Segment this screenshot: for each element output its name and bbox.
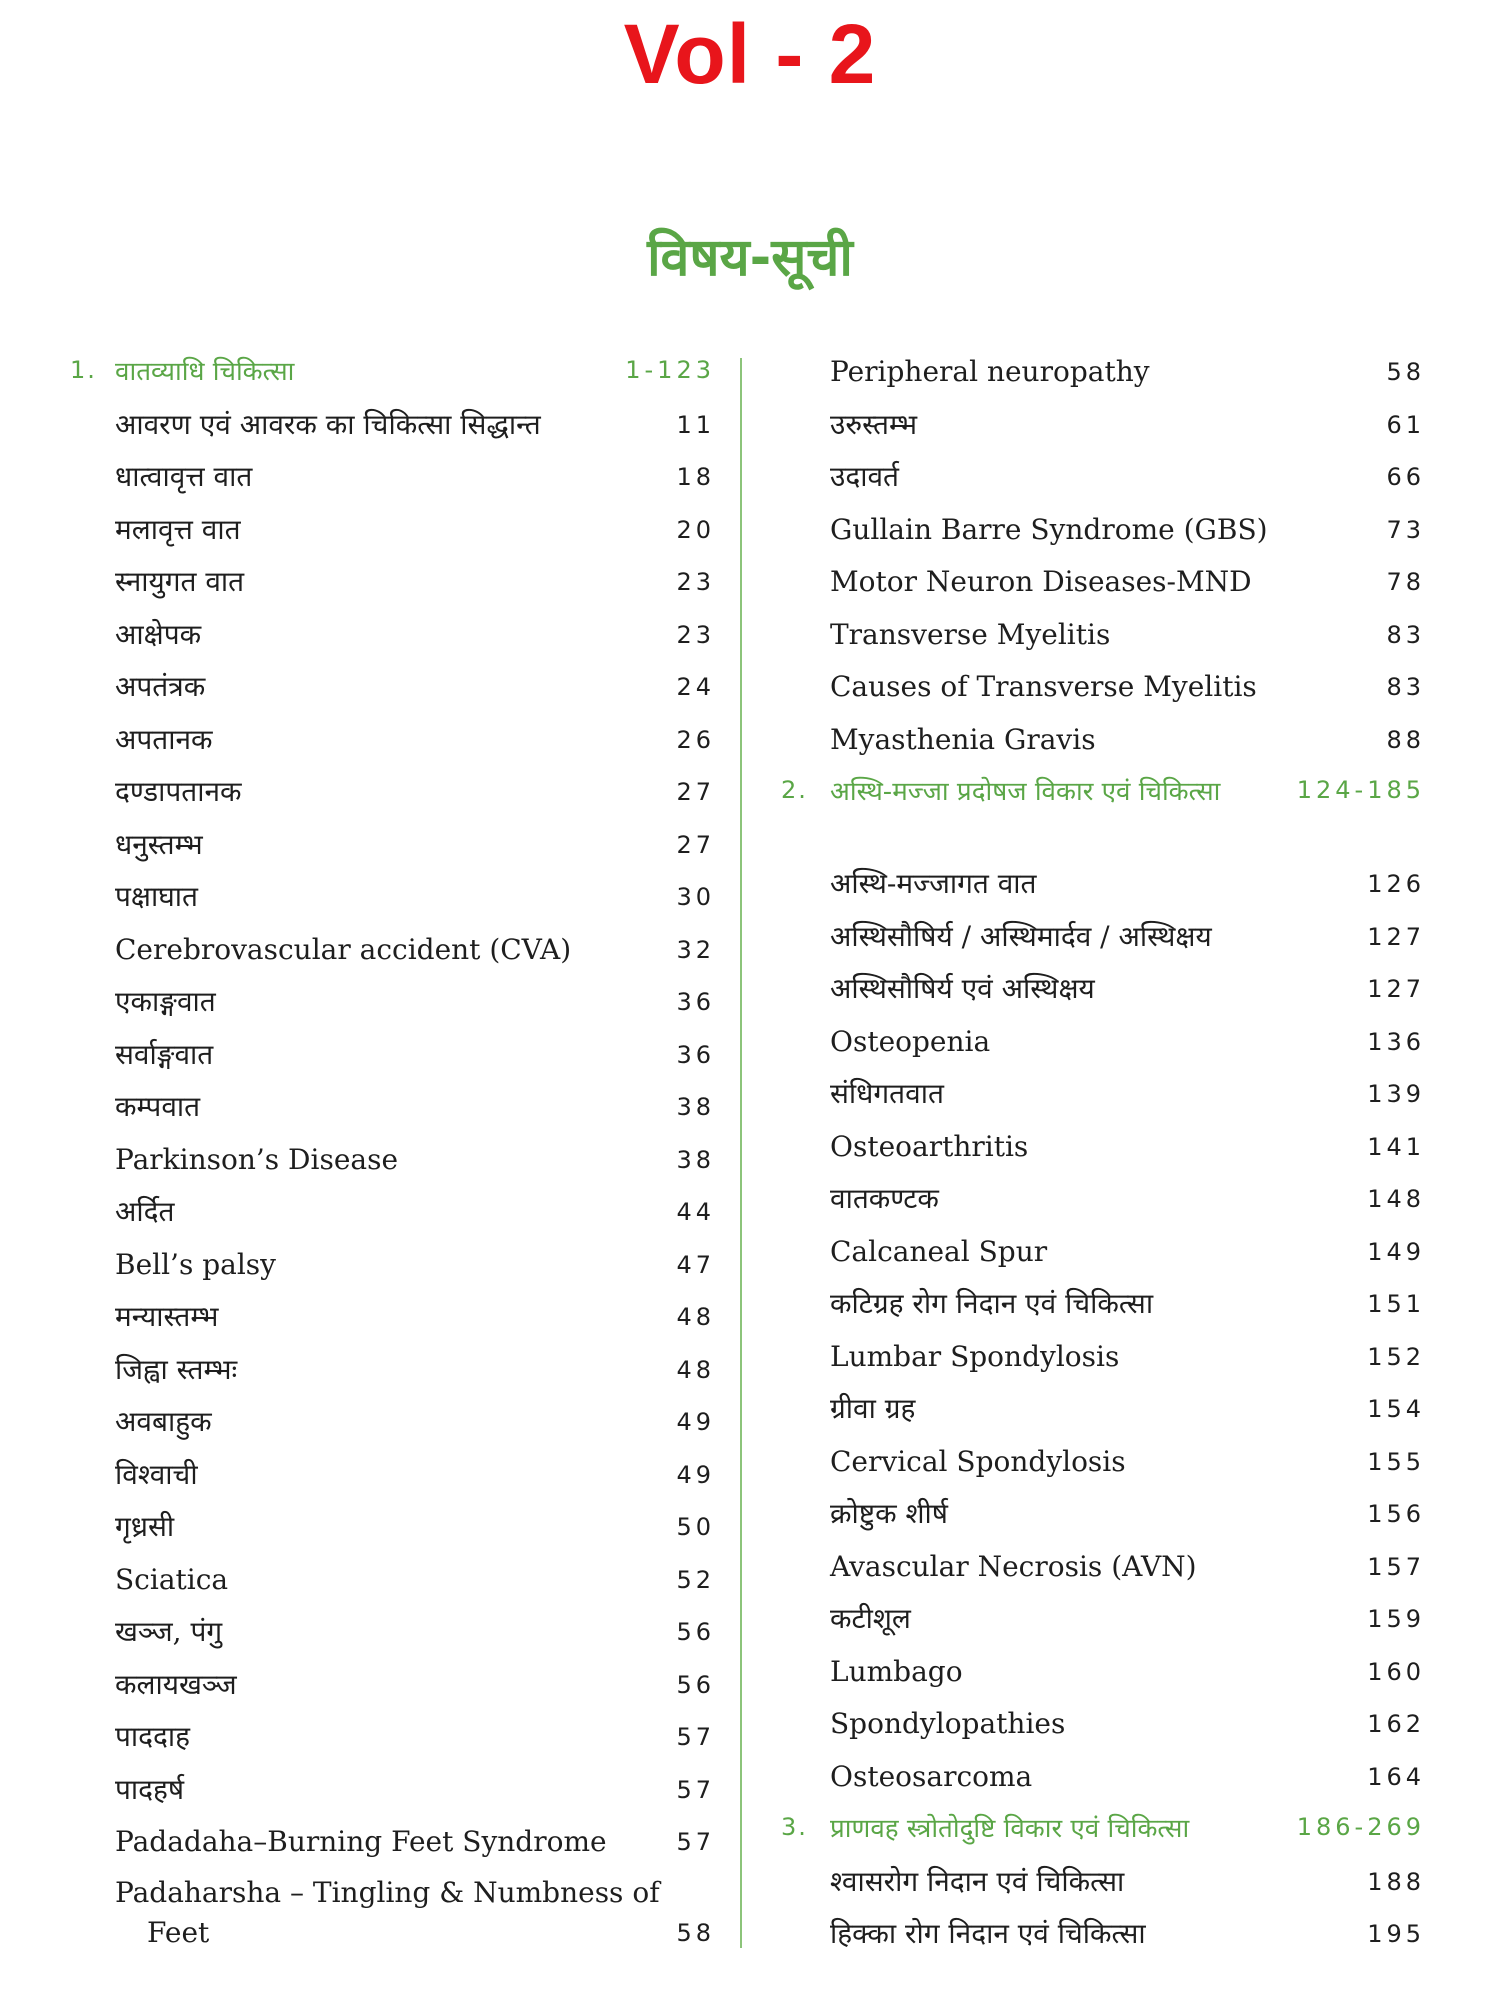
toc-entry-title: Motor Neuron Diseases-MND — [830, 565, 1252, 599]
toc-entry[interactable] — [785, 1751, 1425, 1804]
toc-entry[interactable] — [785, 911, 1425, 964]
toc-entry[interactable] — [70, 1081, 715, 1134]
toc-entry-page: 61 — [1386, 410, 1425, 439]
toc-entry-page: 27 — [676, 778, 715, 807]
toc-entry-title: आवरण एवं आवरक का चिकित्सा सिद्धान्त — [115, 407, 541, 441]
toc-entry[interactable] — [70, 924, 715, 977]
toc-entry-title: क्रोष्टुक शीर्ष — [830, 1497, 948, 1531]
toc-entry-title: दण्डापतानक — [115, 775, 242, 809]
toc-entry[interactable] — [70, 871, 715, 924]
toc-entry[interactable] — [70, 399, 715, 452]
toc-entry-title: अस्थि-मज्जागत वात — [830, 867, 1037, 901]
toc-entry-title: कटीशूल — [830, 1602, 911, 1636]
toc-entry-title-line2: Feet — [147, 1915, 210, 1949]
toc-entry-page: 157 — [1367, 1552, 1425, 1581]
toc-entry[interactable] — [785, 609, 1425, 662]
toc-entry-title: Osteoarthritis — [830, 1129, 1029, 1163]
toc-entry[interactable] — [70, 609, 715, 662]
volume-label: Vol - 2 — [623, 7, 877, 101]
chapter-3-heading[interactable] — [781, 1803, 1425, 1856]
toc-entry-page: 152 — [1367, 1342, 1425, 1371]
toc-entry[interactable] — [70, 976, 715, 1029]
toc-entry-page: 57 — [676, 1828, 715, 1857]
toc-entry[interactable] — [785, 556, 1425, 609]
toc-entry[interactable] — [70, 766, 715, 819]
toc-entry[interactable] — [70, 1816, 715, 1869]
toc-entry[interactable] — [70, 1764, 715, 1817]
toc-entry-title: Lumbago — [830, 1654, 963, 1688]
toc-entry-title: अर्दित — [115, 1195, 175, 1229]
toc-entry-title: Causes of Transverse Myelitis — [830, 670, 1257, 704]
toc-entry[interactable] — [70, 1449, 715, 1502]
toc-entry[interactable] — [785, 1278, 1425, 1331]
toc-entry-page: 52 — [676, 1565, 715, 1594]
toc-entry-page: 49 — [676, 1408, 715, 1437]
toc-entry-title: Padadaha–Burning Feet Syndrome — [115, 1825, 607, 1859]
toc-entry[interactable] — [785, 451, 1425, 504]
toc-entry-page: 58 — [676, 1918, 715, 1947]
toc-entry[interactable] — [70, 661, 715, 714]
toc-entry-page: 58 — [1386, 358, 1425, 387]
toc-entry-title: अस्थिसौषिर्य एवं अस्थिक्षय — [830, 972, 1095, 1006]
toc-entry[interactable] — [785, 504, 1425, 557]
toc-entry[interactable] — [785, 1908, 1425, 1961]
toc-entry-title: Spondylopathies — [830, 1707, 1066, 1741]
toc-entry-page: 47 — [676, 1250, 715, 1279]
toc-entry-page: 56 — [676, 1618, 715, 1647]
toc-entry-title: Bell’s palsy — [115, 1247, 276, 1281]
toc-entry[interactable] — [785, 1173, 1425, 1226]
toc-entry[interactable] — [70, 714, 715, 767]
toc-entry-title: कलायखञ्ज — [115, 1667, 237, 1701]
toc-entry-page: 162 — [1367, 1710, 1425, 1739]
toc-entry-title: Cerebrovascular accident (CVA) — [115, 932, 572, 966]
chapter-page-range: 1-123 — [625, 356, 715, 384]
toc-entry-page: 78 — [1386, 568, 1425, 597]
toc-entry-page: 164 — [1367, 1762, 1425, 1791]
chapter-number: 2. — [781, 776, 808, 804]
column-divider — [740, 358, 742, 1948]
toc-entry[interactable] — [785, 346, 1425, 399]
toc-entry-page: 88 — [1386, 725, 1425, 754]
toc-entry-title: स्नायुगत वात — [115, 565, 245, 599]
chapter-page-range: 186-269 — [1296, 1813, 1425, 1841]
toc-entry-page: 188 — [1367, 1867, 1425, 1896]
toc-entry-title: वातकण्टक — [830, 1182, 939, 1216]
toc-entry-title: मलावृत्त वात — [115, 512, 241, 546]
toc-entry-page: 149 — [1367, 1237, 1425, 1266]
toc-entry-title: Peripheral neuropathy — [830, 355, 1150, 389]
toc-entry-page: 195 — [1367, 1920, 1425, 1949]
toc-entry[interactable] — [785, 1226, 1425, 1279]
toc-entry[interactable] — [785, 1436, 1425, 1489]
toc-entry[interactable] — [785, 1541, 1425, 1594]
toc-entry-title-line1: Padaharsha – Tingling & Numbness of — [115, 1875, 660, 1909]
toc-entry[interactable] — [785, 1856, 1425, 1909]
toc-entry-title: सर्वाङ्गवात — [115, 1037, 214, 1071]
toc-entry-page: 36 — [676, 1040, 715, 1069]
toc-entry-title: संधिगतवात — [830, 1077, 944, 1111]
toc-title: विषय-सूची — [647, 228, 853, 288]
toc-entry-page: 56 — [676, 1670, 715, 1699]
toc-entry-title: गृध्रसी — [115, 1510, 175, 1544]
toc-entry[interactable] — [70, 1606, 715, 1659]
toc-entry-title: धनुस्तम्भ — [115, 827, 203, 861]
toc-entry-title: ग्रीवा ग्रह — [830, 1392, 916, 1426]
toc-entry[interactable] — [70, 1501, 715, 1554]
toc-entry-page: 23 — [676, 620, 715, 649]
toc-entry-page: 83 — [1386, 673, 1425, 702]
toc-entry-page: 50 — [676, 1513, 715, 1542]
toc-entry[interactable] — [785, 1698, 1425, 1751]
toc-entry-page: 11 — [676, 410, 715, 439]
toc-entry-page: 160 — [1367, 1657, 1425, 1686]
toc-entry-title: Myasthenia Gravis — [830, 722, 1096, 756]
toc-entry[interactable] — [785, 399, 1425, 452]
toc-entry-title: खञ्ज, पंगु — [115, 1615, 223, 1649]
chapter-number: 3. — [781, 1813, 808, 1841]
toc-entry-page: 44 — [676, 1198, 715, 1227]
toc-entry-page: 156 — [1367, 1500, 1425, 1529]
toc-entry-page: 32 — [676, 935, 715, 964]
toc-entry-title: मन्यास्तम्भ — [115, 1300, 219, 1334]
toc-entry-page: 136 — [1367, 1027, 1425, 1056]
toc-entry[interactable] — [785, 1593, 1425, 1646]
toc-entry[interactable] — [785, 1331, 1425, 1384]
toc-entry[interactable] — [70, 1291, 715, 1344]
toc-entry[interactable] — [70, 1134, 715, 1187]
toc-entry[interactable] — [785, 1016, 1425, 1069]
toc-entry-title: कम्पवात — [115, 1090, 201, 1124]
toc-entry-page: 38 — [676, 1093, 715, 1122]
toc-entry[interactable] — [70, 1239, 715, 1292]
toc-entry-title: आक्षेपक — [115, 617, 202, 651]
toc-entry[interactable] — [70, 1659, 715, 1712]
toc-entry-page: 126 — [1367, 870, 1425, 899]
toc-entry-title: पादहर्ष — [115, 1772, 185, 1806]
toc-entry-page: 23 — [676, 568, 715, 597]
toc-entry-title: उरुस्तम्भ — [830, 407, 918, 441]
toc-entry-page: 148 — [1367, 1185, 1425, 1214]
toc-entry-title: अस्थिसौषिर्य / अस्थिमार्दव / अस्थिक्षय — [830, 919, 1212, 953]
chapter-page-range: 124-185 — [1296, 776, 1425, 804]
toc-entry[interactable] — [785, 1068, 1425, 1121]
toc-entry-title: जिह्वा स्तम्भः — [115, 1352, 238, 1386]
toc-entry[interactable] — [785, 1488, 1425, 1541]
toc-entry[interactable] — [70, 819, 715, 872]
left-column — [70, 346, 715, 1957]
toc-entry-title: हिक्का रोग निदान एवं चिकित्सा — [830, 1917, 1146, 1951]
toc-entry[interactable] — [70, 1869, 715, 1957]
toc-entry-page: 73 — [1386, 515, 1425, 544]
toc-entry-title: Sciatica — [115, 1562, 229, 1596]
toc-entry[interactable] — [70, 1554, 715, 1607]
toc-entry-page: 49 — [676, 1460, 715, 1489]
toc-entry[interactable] — [70, 1344, 715, 1397]
toc-entry-page: 48 — [676, 1355, 715, 1384]
chapter-title: प्राणवह स्त्रोतोदुष्टि विकार एवं चिकित्सा — [830, 1814, 1190, 1844]
toc-entry[interactable] — [70, 1396, 715, 1449]
toc-entry-title: Osteopenia — [830, 1024, 991, 1058]
toc-entry-title: एकाङ्गवात — [115, 985, 216, 1019]
toc-entry-title: कटिग्रह रोग निदान एवं चिकित्सा — [830, 1287, 1154, 1321]
toc-entry-title: विश्वाची — [115, 1457, 198, 1491]
toc-entry[interactable] — [785, 1121, 1425, 1174]
toc-entry-page: 20 — [676, 515, 715, 544]
toc-entry-page: 66 — [1386, 463, 1425, 492]
toc-entry-title — [115, 1873, 675, 1953]
toc-entry[interactable] — [70, 451, 715, 504]
toc-entry-page: 48 — [676, 1303, 715, 1332]
toc-entry-page: 155 — [1367, 1447, 1425, 1476]
toc-entry-title: धात्वावृत्त वात — [115, 460, 253, 494]
toc-entry-title: Calcaneal Spur — [830, 1234, 1048, 1268]
toc-entry-page: 139 — [1367, 1080, 1425, 1109]
toc-entry-title: Transverse Myelitis — [830, 617, 1111, 651]
toc-entry-page: 30 — [676, 883, 715, 912]
toc-entry-title: Lumbar Spondylosis — [830, 1339, 1120, 1373]
toc-entry[interactable] — [785, 714, 1425, 767]
toc-entry-page: 83 — [1386, 620, 1425, 649]
chapter-title: वातव्याधि चिकित्सा — [115, 357, 295, 387]
toc-entry-title: अवबाहुक — [115, 1405, 212, 1439]
toc-entry-title: Avascular Necrosis (AVN) — [830, 1549, 1197, 1583]
toc-entry-page: 27 — [676, 830, 715, 859]
toc-entry-page: 154 — [1367, 1395, 1425, 1424]
toc-entry-page: 57 — [676, 1775, 715, 1804]
toc-entry-page: 24 — [676, 673, 715, 702]
toc-entry-title: पाददाह — [115, 1720, 191, 1754]
toc-entry-page: 38 — [676, 1145, 715, 1174]
toc-entry-page: 36 — [676, 988, 715, 1017]
toc-entry-page: 127 — [1367, 922, 1425, 951]
toc-entry-title: पक्षाघात — [115, 880, 198, 914]
toc-entry-title: Osteosarcoma — [830, 1759, 1033, 1793]
toc-entry-title: Parkinson’s Disease — [115, 1142, 399, 1176]
chapter-1-heading[interactable] — [70, 346, 715, 399]
toc-entry[interactable] — [785, 963, 1425, 1016]
toc-entry[interactable] — [70, 556, 715, 609]
toc-entry[interactable] — [785, 1646, 1425, 1699]
toc-entry-title: Cervical Spondylosis — [830, 1444, 1126, 1478]
toc-entry[interactable] — [70, 1711, 715, 1764]
toc-entry-title: अपतानक — [115, 722, 213, 756]
chapter-2-heading[interactable] — [781, 766, 1425, 858]
toc-entry-page: 141 — [1367, 1132, 1425, 1161]
toc-entry[interactable] — [70, 504, 715, 557]
toc-entry[interactable] — [785, 858, 1425, 911]
toc-entry[interactable] — [785, 1383, 1425, 1436]
toc-entry[interactable] — [70, 1186, 715, 1239]
toc-entry-page: 57 — [676, 1723, 715, 1752]
toc-entry-page: 151 — [1367, 1290, 1425, 1319]
toc-entry-title: Gullain Barre Syndrome (GBS) — [830, 512, 1268, 546]
toc-entry-title: अपतंत्रक — [115, 670, 206, 704]
toc-entry-page: 159 — [1367, 1605, 1425, 1634]
toc-entry-page: 26 — [676, 725, 715, 754]
toc-entry-title: उदावर्त — [830, 460, 899, 494]
right-column — [781, 346, 1425, 1961]
toc-entry-page: 18 — [676, 463, 715, 492]
toc-entry[interactable] — [70, 1029, 715, 1082]
chapter-number: 1. — [70, 356, 97, 384]
chapter-title: अस्थि-मज्जा प्रदोषज विकार एवं चिकित्सा — [830, 777, 1221, 807]
toc-entry-title: श्वासरोग निदान एवं चिकित्सा — [830, 1864, 1125, 1898]
toc-entry[interactable] — [785, 661, 1425, 714]
toc-entry-page: 127 — [1367, 975, 1425, 1004]
